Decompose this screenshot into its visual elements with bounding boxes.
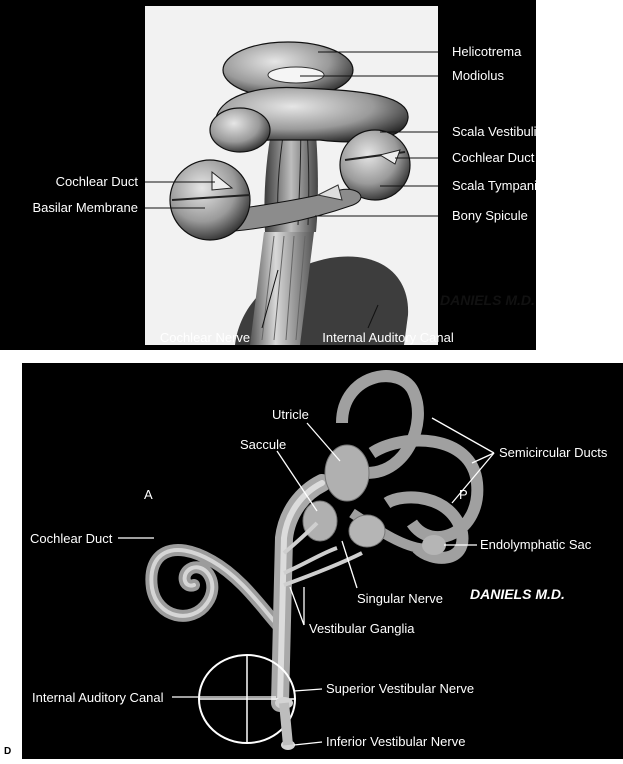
endolymphatic-sac [422,535,446,555]
label-superior-vestibular-nerve: Superior Vestibular Nerve [326,681,475,696]
panel-c-cochlea-cross-section [0,0,536,350]
label-saccule: Saccule [240,437,287,452]
saccule [303,501,337,541]
label-basilar-membrane: Basilar Membrane [32,200,138,215]
label-cochlear-nerve: Cochlear Nerve [159,330,251,345]
ampulla [349,515,385,547]
label-helicotrema: Helicotrema [452,44,522,59]
panel-d-letter: D [4,746,12,757]
labyrinth-illustration [22,363,623,759]
label-scala-tympani: Scala Tympani [452,178,536,193]
label-scala-vestibuli: Scala Vestibuli [452,124,536,139]
label-cochlear-duct-d: Cochlear Duct [30,531,113,546]
label-singular-nerve: Singular Nerve [357,591,443,606]
label-semicircular-ducts: Semicircular Ducts [499,445,608,460]
label-endolymphatic-sac: Endolymphatic Sac [480,537,592,552]
label-cochlear-duct-right: Cochlear Duct [452,150,535,165]
cochlea-illustration [0,0,536,350]
label-bony-spicule: Bony Spicule [452,208,528,223]
label-posterior: P [459,487,468,502]
label-anterior: A [144,487,153,502]
label-utricle: Utricle [272,407,309,422]
label-modiolus: Modiolus [452,68,505,83]
signature-c: DANIELS M.D. [440,292,535,308]
label-cochlear-duct-left: Cochlear Duct [55,174,138,189]
utricle [325,445,369,501]
label-inferior-vestibular-nerve: Inferior Vestibular Nerve [326,734,466,749]
label-internal-auditory-canal-d: Internal Auditory Canal [32,690,164,705]
helicotrema-opening [268,67,324,83]
panel-d-membranous-labyrinth [22,363,623,759]
signature-d: DANIELS M.D. [470,586,565,602]
middle-turn-left-section [210,108,270,152]
panel-c-letter: C [4,337,12,348]
label-vestibular-ganglia: Vestibular Ganglia [309,621,415,636]
label-internal-auditory-canal-c: Internal Auditory Canal [322,330,454,345]
